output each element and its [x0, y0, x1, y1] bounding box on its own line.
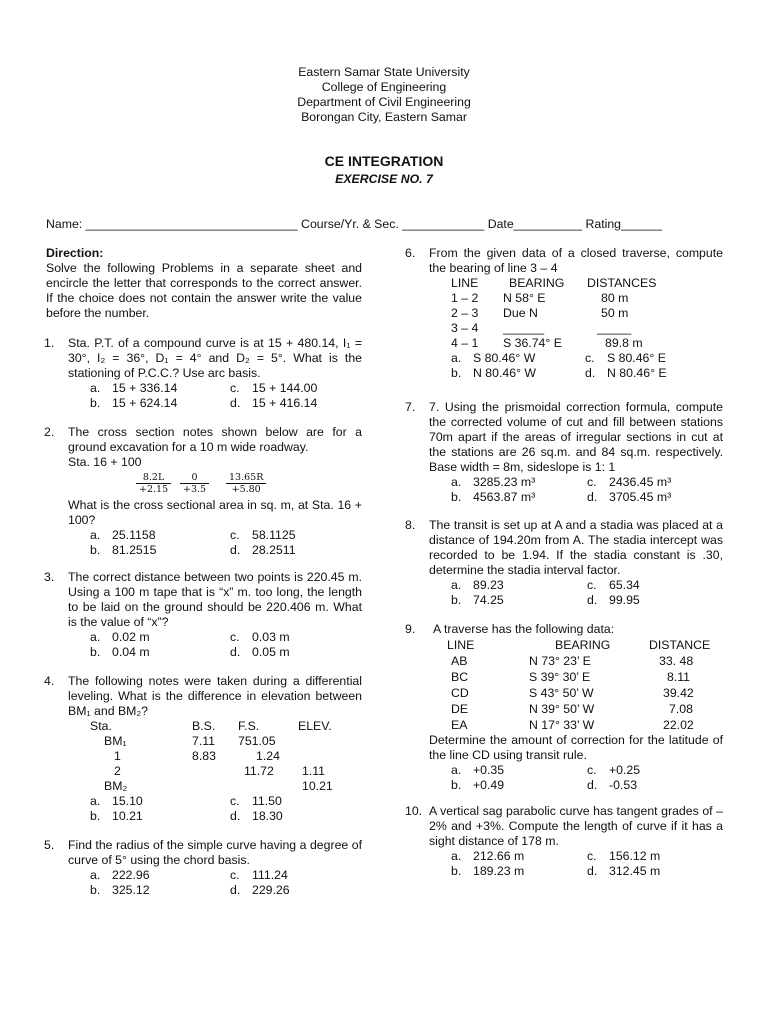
student-info-line: Name: _______________________________ Course/Yr. & Sec. ____________ Date__________ Rating______: [46, 217, 663, 231]
question-number: 10.: [405, 804, 423, 818]
answer-choices: [451, 849, 723, 879]
table-cell: 2: [114, 764, 121, 778]
table-header: DISTANCE: [649, 638, 711, 652]
choice-c: 111.24: [252, 868, 288, 882]
choice-letter: c.: [230, 630, 240, 644]
answer-choices: [451, 351, 723, 381]
table-cell: [298, 749, 348, 764]
choice-letter: d.: [587, 864, 598, 878]
table-cell: BC: [451, 670, 469, 684]
choice-letter: d.: [587, 593, 598, 607]
table-cell: 751.05: [238, 734, 276, 748]
answer-choices: [90, 868, 362, 898]
question-3: [44, 570, 362, 660]
choice-letter: a.: [451, 351, 462, 365]
table-cell: EA: [451, 718, 468, 732]
choice-d: 0.05 m: [252, 645, 290, 659]
choice-letter: d.: [230, 883, 241, 897]
choice-letter: a.: [451, 578, 462, 592]
choice-b: 325.12: [112, 883, 150, 897]
choice-a: 25.1158: [112, 528, 156, 542]
choice-letter: a.: [90, 528, 101, 542]
left-column: [46, 246, 362, 321]
table-cell: 50 m: [601, 306, 629, 320]
question-8: [405, 518, 723, 608]
choice-letter: b.: [451, 366, 462, 380]
choice-d: -0.53: [609, 778, 638, 792]
question-text: The cross section notes shown below are for a ground excavation for a 10 m wide roadway.: [68, 425, 362, 454]
choice-a: 222.96: [112, 868, 150, 882]
choice-letter: a.: [90, 794, 101, 808]
station-label: Sta. 16 + 100: [68, 455, 142, 469]
table-cell: 4 – 1: [451, 336, 479, 350]
question-number: 2.: [44, 425, 55, 439]
note-center: $\frac{0}{+3.5}$: [180, 472, 209, 495]
answer-choices: [90, 630, 362, 660]
table-cell: 3 – 4: [451, 321, 479, 335]
document-title: CE INTEGRATION: [324, 153, 444, 169]
question-2: [44, 425, 362, 558]
choice-letter: b.: [90, 396, 101, 410]
choice-c: 156.12 m: [609, 849, 661, 863]
choice-letter: b.: [451, 864, 462, 878]
question-text-2: What is the cross sectional area in sq. m, at Sta. 16 + 100?: [68, 498, 362, 527]
table-cell: BM₁: [104, 734, 127, 748]
choice-c: 2436.45 m³: [609, 475, 672, 489]
choice-d: 28.2511: [252, 543, 296, 557]
table-header: LINE: [451, 276, 479, 290]
choice-letter: b.: [451, 490, 462, 504]
choice-b: N 80.46° W: [473, 366, 537, 380]
question-text: The following notes were taken during a differential leveling. What is the difference in elevation between BM₁ and BM₂?: [68, 674, 362, 718]
choice-letter: d.: [230, 396, 241, 410]
question-text: A vertical sag parabolic curve has tangent grades of – 2% and +3%. Compute the length of curve if it has a sight distance of 178 m.: [429, 804, 723, 848]
cross-section-notes: [68, 470, 362, 498]
choice-d: 18.30: [252, 809, 283, 823]
question-7: [405, 400, 723, 505]
choice-letter: b.: [90, 645, 101, 659]
question-text: Find the radius of the simple curve having a degree of curve of 5° using the chord basis.: [68, 838, 362, 867]
table-cell: AB: [451, 654, 468, 668]
question-1: [44, 336, 362, 411]
choice-d: 15 + 416.14: [252, 396, 318, 410]
question-number: 9.: [405, 622, 416, 636]
choice-a: 89.23: [473, 578, 504, 592]
choice-letter: a.: [90, 630, 101, 644]
choice-a: 3285.23 m³: [473, 475, 536, 489]
table-cell: [238, 779, 298, 794]
question-number: 3.: [44, 570, 55, 584]
table-cell: N 58° E: [503, 291, 546, 305]
choice-letter: b.: [90, 543, 101, 557]
choice-letter: a.: [451, 849, 462, 863]
table-cell: Due N: [503, 306, 538, 320]
table-cell: 1.24: [256, 749, 280, 763]
table-header: BEARING: [509, 276, 565, 290]
choice-a: 0.02 m: [112, 630, 150, 644]
answer-choices: [451, 475, 723, 505]
choice-letter: d.: [230, 645, 241, 659]
choice-a: 15.10: [112, 794, 143, 808]
question-text-2: Determine the amount of correction for the latitude of the line CD using transit rule.: [429, 733, 723, 762]
choice-b: 81.2515: [112, 543, 157, 557]
direction-label: Direction:: [46, 246, 104, 260]
choice-letter: a.: [451, 763, 462, 777]
choice-letter: c.: [230, 794, 240, 808]
table-cell: 11.72: [244, 764, 274, 778]
question-number: 4.: [44, 674, 55, 688]
table-cell: S 43° 50’ W: [529, 686, 594, 700]
choice-c: 58.1125: [252, 528, 296, 542]
table-cell: 10.21: [302, 779, 333, 793]
question-9: [405, 622, 723, 793]
choice-letter: d.: [230, 809, 241, 823]
question-text: The transit is set up at A and a stadia was placed at a distance of 194.20m from A. The stadia intercept was recorded to be 1.94. If the stadia constant is .30, determine the stadia interval factor.: [429, 518, 723, 577]
choice-c: 65.34: [609, 578, 640, 592]
choice-letter: c.: [230, 381, 240, 395]
choice-c: 0.03 m: [252, 630, 290, 644]
table-header: ELEV.: [298, 719, 332, 733]
table-cell: 89.8 m: [605, 336, 643, 350]
choice-c: 11.50: [252, 794, 282, 808]
table-cell: DE: [451, 702, 469, 716]
table-cell: _____: [597, 321, 632, 335]
table-cell: 22.02: [663, 718, 694, 732]
choice-letter: b.: [451, 593, 462, 607]
choice-letter: c.: [587, 475, 597, 489]
table-cell: 1 – 2: [451, 291, 479, 305]
choice-d: 312.45 m: [609, 864, 661, 878]
choice-a: 212.66 m: [473, 849, 525, 863]
choice-c: +0.25: [609, 763, 641, 777]
question-4: [44, 674, 362, 824]
question-6: [405, 246, 723, 381]
question-number: 5.: [44, 838, 55, 852]
question-text: The correct distance between two points is 220.45 m. Using a 100 m tape that is “x” m. too long, the length to be laid on the ground should be 220.406 m. What is the value of “x”?: [68, 570, 362, 629]
choice-b: 189.23 m: [473, 864, 525, 878]
choice-letter: b.: [451, 778, 462, 792]
choice-letter: a.: [90, 868, 101, 882]
answer-choices: [451, 763, 723, 793]
exercise-subtitle: EXERCISE NO. 7: [335, 172, 433, 186]
choice-letter: d.: [230, 543, 241, 557]
choice-c: S 80.46° E: [607, 351, 666, 365]
choice-letter: a.: [90, 381, 101, 395]
table-header: F.S.: [238, 719, 260, 733]
note-left: $\frac{8.2L}{+2.15}$: [136, 472, 171, 495]
choice-letter: d.: [587, 490, 598, 504]
choice-b: 0.04 m: [112, 645, 150, 659]
question-number: 1.: [44, 336, 55, 350]
choice-d: 229.26: [252, 883, 290, 897]
question-text: Sta. P.T. of a compound curve is at 15 + 480.14, I₁ = 30°, I₂ = 36°, D₁ = 4° and D₂ = 5°. What is the stationing of P.C.C.? Use arc basis.: [68, 336, 362, 380]
city-name: Borongan City, Eastern Samar: [301, 110, 467, 124]
question-text: A traverse has the following data:: [433, 622, 615, 636]
table-header: DISTANCES: [587, 276, 657, 290]
choice-b: 10.21: [112, 809, 143, 823]
question-text: 7. Using the prismoidal correction formula, compute the corrected volume of cut and fill between stations 70m apart if the areas of irregular sections in cut at the stations are 26 sq.m. and 84 sq.m. respectively. Base width = 8m, sideslope is 1: 1: [429, 400, 723, 474]
question-5: [44, 838, 362, 898]
answer-choices: [90, 381, 362, 411]
choice-letter: c.: [587, 763, 597, 777]
choice-letter: d.: [587, 778, 598, 792]
table-header: Sta.: [90, 719, 112, 733]
choice-letter: c.: [585, 351, 595, 365]
choice-b: 4563.87 m³: [473, 490, 536, 504]
choice-letter: c.: [587, 849, 597, 863]
choice-b: 74.25: [473, 593, 504, 607]
choice-letter: b.: [90, 809, 101, 823]
choice-letter: d.: [585, 366, 596, 380]
choice-letter: c.: [587, 578, 597, 592]
choice-letter: c.: [230, 528, 240, 542]
table-cell: 39.42: [663, 686, 694, 700]
table-cell: ______: [503, 321, 545, 335]
choice-d: 99.95: [609, 593, 640, 607]
choice-d: 3705.45 m³: [609, 490, 672, 504]
table-cell: N 73° 23’ E: [529, 654, 591, 668]
table-cell: 8.11: [667, 670, 691, 684]
table-cell: 7.08: [669, 702, 693, 716]
note-right: $\frac{13.65R}{+5.80}$: [226, 472, 266, 495]
table-header: BEARING: [555, 638, 611, 652]
table-cell: 80 m: [601, 291, 629, 305]
table-cell: [298, 734, 348, 749]
choice-letter: c.: [230, 868, 240, 882]
question-number: 6.: [405, 246, 416, 260]
table-cell: S 39° 30’ E: [529, 670, 591, 684]
choice-d: N 80.46° E: [607, 366, 667, 380]
table-cell: 7.11: [192, 734, 216, 748]
choice-letter: b.: [90, 883, 101, 897]
table-cell: BM₂: [104, 779, 128, 793]
table-cell: 33. 48: [659, 654, 694, 668]
table-cell: 2 – 3: [451, 306, 479, 320]
department-name: Department of Civil Engineering: [297, 95, 471, 109]
choice-letter: a.: [451, 475, 462, 489]
table-header: B.S.: [192, 719, 216, 733]
college-name: College of Engineering: [321, 80, 447, 94]
table-cell: 1.11: [302, 764, 326, 778]
table-cell: 8.83: [192, 749, 216, 763]
traverse-table: [447, 637, 723, 733]
traverse-table: [451, 276, 723, 351]
answer-choices: [451, 578, 723, 608]
question-text: From the given data of a closed traverse, compute the bearing of line 3 – 4: [429, 246, 723, 275]
direction-text: Solve the following Problems in a separate sheet and encircle the letter that corresponds to the correct answer. If the choice does not contain the answer write the value before the number.: [46, 261, 362, 320]
table-cell: N 17° 33’ W: [529, 718, 595, 732]
table-header: LINE: [447, 638, 475, 652]
university-name: Eastern Samar State University: [298, 65, 470, 79]
choice-b: 15 + 624.14: [112, 396, 178, 410]
table-cell: 1: [114, 749, 121, 763]
question-10: [405, 804, 723, 879]
table-cell: [192, 779, 238, 794]
table-cell: S 36.74° E: [503, 336, 562, 350]
table-cell: CD: [451, 686, 469, 700]
table-cell: [192, 764, 238, 779]
leveling-table: [90, 719, 362, 794]
question-number: 7.: [405, 400, 416, 414]
choice-c: 15 + 144.00: [252, 381, 318, 395]
choice-a: 15 + 336.14: [112, 381, 178, 395]
choice-a: S 80.46° W: [473, 351, 536, 365]
choice-a: +0.35: [473, 763, 505, 777]
table-cell: N 39° 50’ W: [529, 702, 595, 716]
answer-choices: [90, 794, 362, 824]
answer-choices: [90, 528, 362, 558]
question-number: 8.: [405, 518, 416, 532]
choice-b: +0.49: [473, 778, 505, 792]
